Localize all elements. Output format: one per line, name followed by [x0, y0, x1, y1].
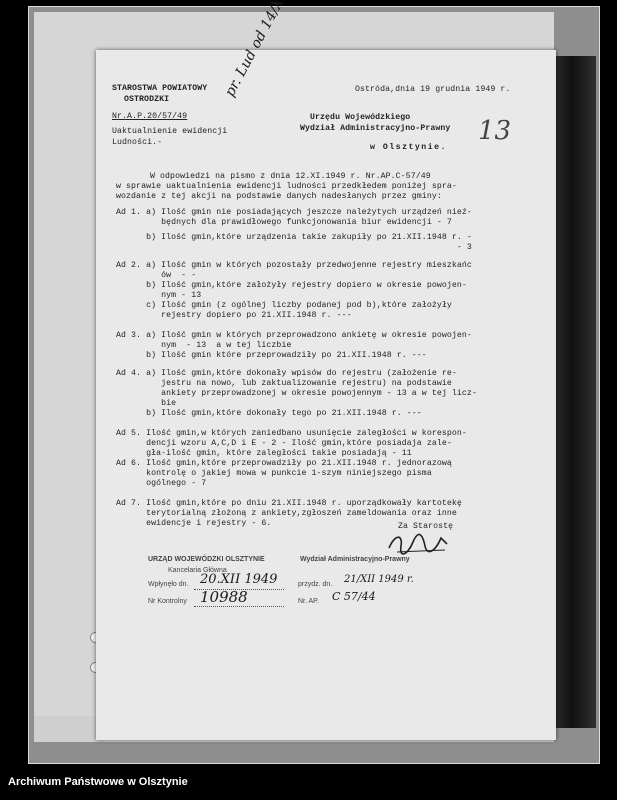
- report-line: nym - 13 a w tej liczbie: [116, 341, 292, 350]
- stamp-nr-label: Nr. AP.: [298, 598, 319, 605]
- report-line: [116, 321, 477, 331]
- folder-tab: [34, 716, 104, 742]
- report-line: c) Ilość gmin (z ogólnej liczby podanej pod b),które założyły: [116, 301, 452, 310]
- report-line: gła-ilość gmin, które zaległości takie posiadają - 11: [116, 449, 412, 458]
- intro-line: w sprawie uaktualnienia ewidencji ludności przedkłedem poniżej spra-: [116, 182, 457, 191]
- stamp-received-label: Wpłynęło dn.: [148, 581, 189, 588]
- stamp-nr-value: C 57/44: [332, 590, 376, 603]
- intro-line: wozdanie z tej akcji na podstawie danych nadesłanych przez gminy:: [116, 192, 442, 201]
- recipient-line-1: Urzędu Wojewódzkiego: [310, 113, 411, 122]
- report-line: Ad 2. a) Ilość gmin w których pozostały przedwojenne rejestry mieszkańc: [116, 261, 472, 270]
- report-line: będnych dla prawidłowego funkcjonowania biur ewidencji - 7: [116, 218, 452, 227]
- stamp-department: Wydział Administracyjno-Prawny: [300, 556, 410, 563]
- report-line: b) Ilość gmin,które dokonały tego po 21.XII.1948 r. ---: [116, 409, 422, 418]
- report-line: Ad 1. a) Ilość gmin nie posiadających jeszcze należytych urządzeń nieź-: [116, 208, 472, 217]
- recipient-line-3: w Olsztynie.: [370, 143, 447, 152]
- report-line: ankiety przeprowadzonej w okresie powojennym - 13 a w tej licz-: [116, 389, 477, 398]
- stamp-received-value: 20.XII 1949: [200, 572, 278, 587]
- subject-line-2: Ludności.-: [112, 138, 163, 147]
- subject-line-1: Uaktualnienie ewidencji: [112, 127, 228, 136]
- handwritten-page-number: 13: [478, 116, 512, 146]
- report-line: Ad 7. Ilość gmin,które po dniu 21.XII.1948 r. uporządkowały kartotekę: [116, 499, 462, 508]
- stamp-control-label: Nr Kontrolny: [148, 598, 187, 605]
- report-line: nym - 13: [116, 291, 202, 300]
- report-line: ogólnego - 7: [116, 479, 207, 488]
- intro-line: W odpowiedzi na pismo z dnia 12.XI.1949 r. Nr.AP.C-57/49: [150, 172, 431, 181]
- report-line: b) Ilość gmin które przeprowadziły po 21.XII.1948 r. ---: [116, 351, 427, 360]
- binding-edge: [556, 56, 596, 728]
- office-district: OSTRODZKI: [124, 95, 170, 104]
- closing-signature-line: Za Starostę: [398, 522, 454, 531]
- report-line: [116, 253, 477, 261]
- report-line: [116, 361, 477, 369]
- stamp-title: URZĄD WOJEWÓDZKI OLSZTYNIE: [148, 556, 265, 563]
- stamp-office: Kancelaria Główna: [168, 567, 227, 574]
- place-date: Ostróda,dnia 19 grudnia 1949 r.: [355, 85, 511, 94]
- report-line: jestru na nowo, lub zaktualizowanie rejestru) na podstawie: [116, 379, 452, 388]
- stamp-assigned-label: przydz. dn.: [298, 581, 333, 588]
- recipient-line-2: Wydział Administracyjno-Prawny: [300, 124, 451, 133]
- reference-number: Nr.A.P.20/57/49: [112, 112, 188, 121]
- report-line: dencji wzoru A,C,D i E - 2 - Ilość gmin,które posiadaja zale-: [116, 439, 452, 448]
- report-line: [116, 419, 477, 429]
- stamp-dotted-line: [194, 606, 284, 607]
- report-line: rejestry dopiero po 21.XII.1948 r. ---: [116, 311, 352, 320]
- signature-icon: [385, 530, 455, 558]
- report-line: Ad 4. a) Ilość gmin,które dokonały wpisów do rejestru (założenie re-: [116, 369, 457, 378]
- stamp-control-value: 10988: [200, 588, 248, 606]
- report-line: - 3: [116, 243, 472, 252]
- report-line: [116, 489, 477, 499]
- stamp-assigned-value: 21/XII 1949 r.: [344, 574, 414, 585]
- report-line: bie: [116, 399, 177, 408]
- report-line: b) Ilość gmin,które urządzenia takie zakupiły po 21.XII.1948 r. -: [116, 233, 472, 242]
- report-line: Ad 3. a) Ilość gmin w których przeprowadzono ankietę w okresie powojen-: [116, 331, 472, 340]
- office-name: STAROSTWA POWIATOWY: [112, 84, 208, 93]
- report-line: b) Ilość gmin,które założyły rejestry dopiero w okresie powojen-: [116, 281, 467, 290]
- registry-stamp: [148, 556, 414, 620]
- report-line: Ad 6. Ilość gmin,które przeprowadziły po 21.XII.1948 r. jednorazową: [116, 459, 452, 468]
- report-line: kontrolę o jakiej mowa w punkcie 1-szym niniejszego pisma: [116, 469, 432, 478]
- report-line: ewidencje i rejestry - 6.: [116, 519, 272, 528]
- archive-caption: Archiwum Państwowe w Olsztynie: [8, 776, 188, 788]
- report-line: Ad 5. Ilość gmin,w których zaniedbano usunięcie zaległości w korespon-: [116, 429, 467, 438]
- report-items: [116, 208, 477, 529]
- report-line: ów - -: [116, 271, 197, 280]
- report-line: terytorialną złożoną z ankiety,zgłoszeń zameldowania oraz inne: [116, 509, 457, 518]
